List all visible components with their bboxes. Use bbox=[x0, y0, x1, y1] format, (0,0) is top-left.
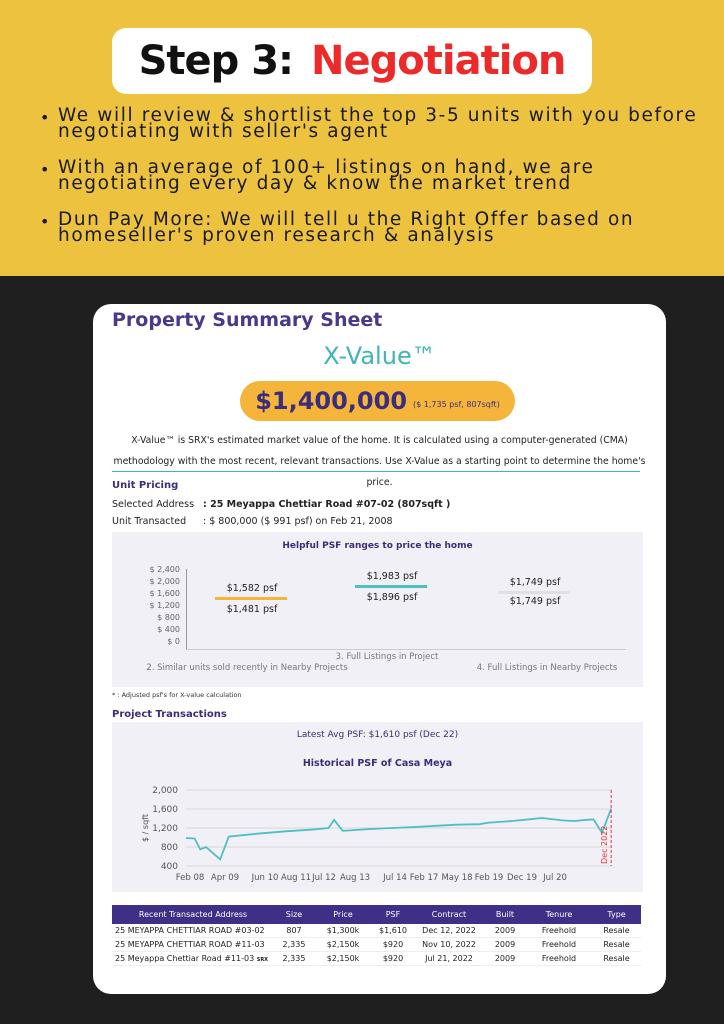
psf-cell: $920 bbox=[372, 938, 414, 952]
size-cell: 2,335 bbox=[274, 938, 314, 952]
y-tick-label: 400 bbox=[160, 862, 178, 872]
address-cell: 25 MEYAPPA CHETTIAR ROAD #11-03 bbox=[112, 938, 274, 952]
srx-tag: SRX bbox=[256, 957, 269, 963]
step-name: Negotiation bbox=[311, 38, 566, 84]
transactions-table bbox=[112, 905, 641, 966]
tenure-cell: Freehold bbox=[526, 924, 592, 938]
psf-y-axis bbox=[186, 569, 187, 649]
historical-psf-chart bbox=[112, 722, 643, 892]
psf-range-bar bbox=[498, 591, 570, 594]
x-tick-label: Jul 14 bbox=[383, 873, 407, 883]
x-tick-label: May 18 bbox=[441, 873, 473, 883]
column-header: Tenure bbox=[526, 905, 592, 924]
psf-chart-title: Helpful PSF ranges to price the home bbox=[282, 541, 473, 551]
type-cell: Resale bbox=[592, 952, 641, 966]
step-title bbox=[112, 28, 592, 94]
y-axis-label: $ / sqft bbox=[141, 814, 150, 842]
y-tick-label: 1,200 bbox=[152, 824, 178, 834]
tenure-cell: Freehold bbox=[526, 938, 592, 952]
address-cell: 25 MEYAPPA CHETTIAR ROAD #03-02 bbox=[112, 924, 274, 938]
type-cell: Resale bbox=[592, 924, 641, 938]
psf-cell: $920 bbox=[372, 952, 414, 966]
xvalue-price-detail: ($ 1,735 psf, 807sqft) bbox=[413, 399, 500, 409]
psf-y-tick: $ 0 bbox=[167, 637, 180, 646]
column-header: Size bbox=[274, 905, 314, 924]
psf-range-bar bbox=[355, 585, 427, 588]
price-cell: $2,150k bbox=[314, 938, 372, 952]
column-header: Recent Transacted Address bbox=[112, 905, 274, 924]
type-cell: Resale bbox=[592, 938, 641, 952]
size-cell: 2,335 bbox=[274, 952, 314, 966]
adjusted-psf-note: * : Adjusted psf's for X-value calculation bbox=[112, 691, 242, 699]
bullet-item: • Dun Pay More: We will tell u the Right Offer based on homeseller's proven research & analysis bbox=[40, 212, 700, 244]
unit-pricing-heading: Unit Pricing bbox=[112, 480, 179, 491]
tenure-cell: Freehold bbox=[526, 952, 592, 966]
built-cell: 2009 bbox=[484, 952, 526, 966]
psf-range-bar bbox=[215, 597, 287, 600]
x-tick-label: Jul 20 bbox=[543, 873, 567, 883]
psf-category-label: 2. Similar units sold recently in Nearby Projects bbox=[146, 663, 348, 673]
bullet-item: • With an average of 100+ listings on hand, we are negotiating every day & know the market trend bbox=[40, 160, 700, 192]
x-tick-label: Jul 12 bbox=[312, 873, 336, 883]
y-tick-label: 800 bbox=[160, 843, 178, 853]
column-header: PSF bbox=[372, 905, 414, 924]
marker-label: Dec 2022 bbox=[600, 825, 610, 864]
x-tick-label: Aug 13 bbox=[339, 873, 371, 883]
xvalue-price-badge bbox=[240, 381, 515, 421]
price-cell: $2,150k bbox=[314, 952, 372, 966]
psf-range-high: $1,582 psf bbox=[226, 583, 278, 594]
bullet-item: • We will review & shortlist the top 3-5 units with you before negotiating with seller's agent bbox=[40, 108, 700, 140]
psf-y-tick: $ 2,400 bbox=[149, 565, 180, 574]
hist-chart-title: Historical PSF of Casa Meya bbox=[302, 758, 453, 769]
divider bbox=[112, 471, 640, 472]
header-section bbox=[0, 0, 724, 276]
unit-transacted-value: : $ 800,000 ($ 991 psf) on Feb 21, 2008 bbox=[203, 516, 393, 527]
built-cell: 2009 bbox=[484, 938, 526, 952]
column-header: Type bbox=[592, 905, 641, 924]
latest-avg-psf: Latest Avg PSF: $1,610 psf (Dec 22) bbox=[296, 730, 459, 740]
psf-range-high: $1,983 psf bbox=[366, 571, 418, 582]
unit-transacted-label: Unit Transacted bbox=[112, 516, 187, 527]
psf-cell: $1,610 bbox=[372, 924, 414, 938]
x-tick-label: Jun 10 bbox=[251, 873, 279, 883]
price-cell: $1,300k bbox=[314, 924, 372, 938]
psf-category-label: 4. Full Listings in Nearby Projects bbox=[476, 663, 618, 673]
property-summary-card bbox=[93, 304, 666, 994]
column-header: Built bbox=[484, 905, 526, 924]
y-tick-label: 2,000 bbox=[152, 786, 178, 796]
sheet-title: Property Summary Sheet bbox=[112, 309, 383, 331]
size-cell: 807 bbox=[274, 924, 314, 938]
xvalue-title: X-Value™ bbox=[323, 342, 436, 370]
x-tick-label: Feb 17 bbox=[409, 873, 439, 883]
x-tick-label: Apr 09 bbox=[210, 873, 240, 883]
contract-cell: Nov 10, 2022 bbox=[414, 938, 484, 952]
psf-x-axis bbox=[186, 649, 626, 650]
psf-y-tick: $ 2,000 bbox=[149, 577, 180, 586]
address-cell: 25 Meyappa Chettiar Road #11-03 SRX bbox=[112, 952, 274, 966]
y-tick-label: 1,600 bbox=[152, 805, 178, 815]
psf-range-chart bbox=[112, 532, 643, 687]
contract-cell: Dec 12, 2022 bbox=[414, 924, 484, 938]
column-header: Contract bbox=[414, 905, 484, 924]
psf-range-low: $1,896 psf bbox=[366, 592, 418, 603]
selected-address-label: Selected Address bbox=[112, 499, 195, 510]
contract-cell: Jul 21, 2022 bbox=[414, 952, 484, 966]
x-tick-label: Dec 19 bbox=[507, 873, 537, 883]
psf-range-low: $1,749 psf bbox=[509, 596, 561, 607]
psf-range-low: $1,481 psf bbox=[226, 604, 278, 615]
project-transactions-heading: Project Transactions bbox=[112, 709, 227, 720]
psf-y-tick: $ 800 bbox=[157, 613, 180, 622]
table-row[interactable] bbox=[112, 924, 641, 938]
bullet-list bbox=[40, 105, 700, 264]
x-tick-label: Aug 11 bbox=[280, 873, 312, 883]
table-header-row bbox=[112, 905, 641, 924]
xvalue-description: X-Value™ is SRX's estimated market value of the home. It is calculated using a computer-generated (CMA) methodology with the most recent, relevant transactions. Use X-Value as a starting point to determine the home's price. bbox=[113, 435, 646, 488]
x-tick-label: Feb 19 bbox=[474, 873, 504, 883]
table-row[interactable] bbox=[112, 938, 641, 952]
psf-category-label: 3. Full Listings in Project bbox=[335, 652, 439, 662]
psf-y-tick: $ 1,600 bbox=[149, 589, 180, 598]
x-tick-label: Feb 08 bbox=[175, 873, 205, 883]
hist-chart-svg bbox=[112, 722, 643, 892]
step-number: Step 3: bbox=[138, 38, 294, 84]
xvalue-price: $1,400,000 bbox=[255, 387, 408, 415]
series-line bbox=[186, 809, 611, 860]
psf-y-tick: $ 400 bbox=[157, 625, 180, 634]
psf-range-high: $1,749 psf bbox=[509, 577, 561, 588]
table-row[interactable] bbox=[112, 952, 641, 966]
selected-address-value: : 25 Meyappa Chettiar Road #07-02 (807sqft ) bbox=[203, 499, 451, 510]
built-cell: 2009 bbox=[484, 924, 526, 938]
psf-y-tick: $ 1,200 bbox=[149, 601, 180, 610]
column-header: Price bbox=[314, 905, 372, 924]
